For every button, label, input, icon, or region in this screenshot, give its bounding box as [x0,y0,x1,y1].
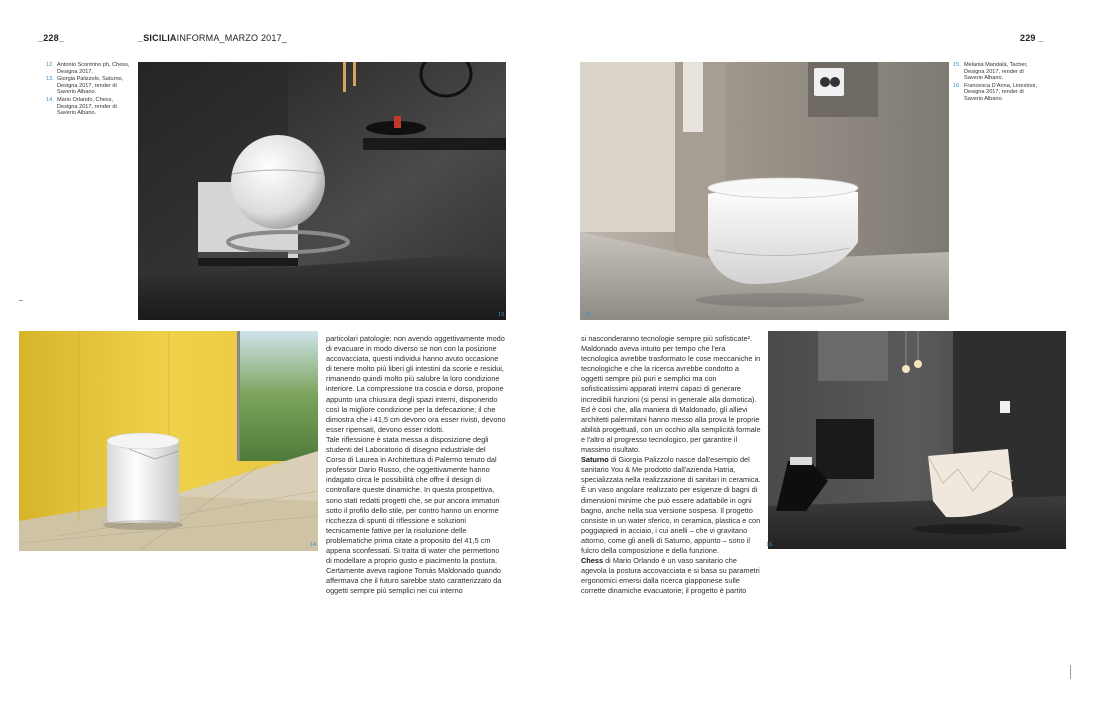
article-paragraph: Saturno di Giorgia Palizzolo nasce dall'esempio del sanitario You & Me prodotto dall'azienda Hatria, specializzata nella realizzazione di sanitari in ceramica. È un vaso angolare realizzato per esigenze di bagni di dimensioni minime che può essere adattabile in ogni bagno, anche nella sua versione sospesa. Il progetto consiste in un water sferico, in ceramica, plastica e con poggiapiedi in acciaio, i cui anelli – che vi gravitano attorno, come gli anelli di Saturno, appunto – sono il fulcro della composizione e della funzione. [581,455,761,555]
caption-list-right [953,62,1043,104]
caption-item: 16. Francesca D'Anna, Linextooi, Designa 2017, render di Saverio Albano. [953,82,1037,102]
caption-item: 15. Melania Mandalà, Tacher, Designa 2017, render di Saverio Albano. [953,62,1028,82]
photo-number-14: 14. [310,542,318,548]
photo-number-15: 15. [585,312,593,318]
magazine-name-informa: INFORMA [176,33,220,43]
article-paragraph: si nasconderanno tecnologie sempre più sofisticate². Maldonado aveva intuito per tempo che l'era tecnologica avrebbe trasformato le cose meccaniche in tecnologiche e che la ricerca avrebbe condotto a oggetti sempre più puri e semplici ma con sofisticatissimi apparati interni capaci di generare incredibili funzioni (si pensi in generale alla domotica). [581,334,761,404]
caption-item: 12. Antonio Scontrino ph, Chess, Designa 2017. [46,62,130,75]
caption-item: 14. Mario Orlando, Chess, Designa 2017, render di Saverio Albano. [46,96,117,117]
photo-chess-toilet [19,331,318,551]
article-paragraph: Ed è così che, alla maniera di Maldonado, gli allievi architetti palermitani hanno messo alla prova le proprie abilità progettuali, con un occhio alla semplicità formale e l'altro al progresso tecnologico, per garantire il massimo risultato. [581,404,761,455]
photo-linextooi-toilet [768,331,1066,549]
left-page-number: 228 [43,33,59,43]
caption-item: 13. Giorgia Palizzolo, Saturno, Designa 2017, render di Saverio Albano. [46,76,124,96]
magazine-header: _SICILIAINFORMA_MARZO 2017_ [138,33,287,43]
issue-date: MARZO 2017 [224,33,282,43]
photo-tacher-toilet [580,62,949,320]
project-name-chess: Chess [581,556,604,566]
article-column-left [326,334,506,596]
left-page-number-row: _228_ [38,33,65,43]
page-edge-mark [19,300,23,301]
right-page-number: 229 [1020,33,1036,43]
article-paragraph: Chess di Mario Orlando è un vaso sanitario che agevola la postura accovacciata e si basa su parametri ergonomici emersi dalla ricerca giapponese sulle corrette dinamiche evacuatorie; il progetto è partito [581,556,760,596]
magazine-name-sicilia: SICILIA [143,33,177,43]
right-page-number-row: 229 _ [1020,33,1044,43]
project-name-saturno: Saturno [581,455,609,465]
caption-list-left [46,62,134,118]
article-column-right [581,334,762,596]
article-paragraph: Tale riflessione è stata messa a disposizione degli studenti del Laboratorio di disegno industriale del Corso di Laurea in Architettura di Palermo tenuto dal professor Dario Russo, che oggettivamente hanno indagato circa le possibilità che offre il design di controllare queste dinamiche. In questa prospettiva, sono stati redatti progetti che, se pur ancora immaturi sotto il profilo dello stile, per contro hanno un enorme ricchezza di spunti di riflessione e soluzioni tecnicamente fattive per la risoluzione delle problematiche prima citate a proposito del 41,5 cm appena sconfessati. Si tratta di water che permettono di modellare a proprio gusto e piacimento la postura. Certamente aveva ragione Tomás Maldonado quando affermava che il futuro sarebbe stato caratterizzato da oggetti sempre più semplici nei cui interno [326,434,502,596]
photo-number-13: 13. [498,312,506,318]
page-edge-mark [1070,665,1071,679]
article-paragraph: particolari patologie: non avendo oggettivamente modo di evacuare in modo diverso se non con la posizione accovacciata, questi individui hanno avuto occasione di tenere molto più liberi gli intestini da scorie e residui, rimanendo quindi molto più salubre la loro condizione interiore. La compressione tra coscia e dorso, propone appunto una chiusura degli spazi interni, disponendo così la migliore condizione per la defecazione; il che dimostra che i 41,5 cm devono ora esser rivisti, devono esser ripensati, devono esser ridotti. [326,334,506,434]
photo-saturno-toilet [138,62,506,320]
photo-number-16: 16. [766,542,774,548]
